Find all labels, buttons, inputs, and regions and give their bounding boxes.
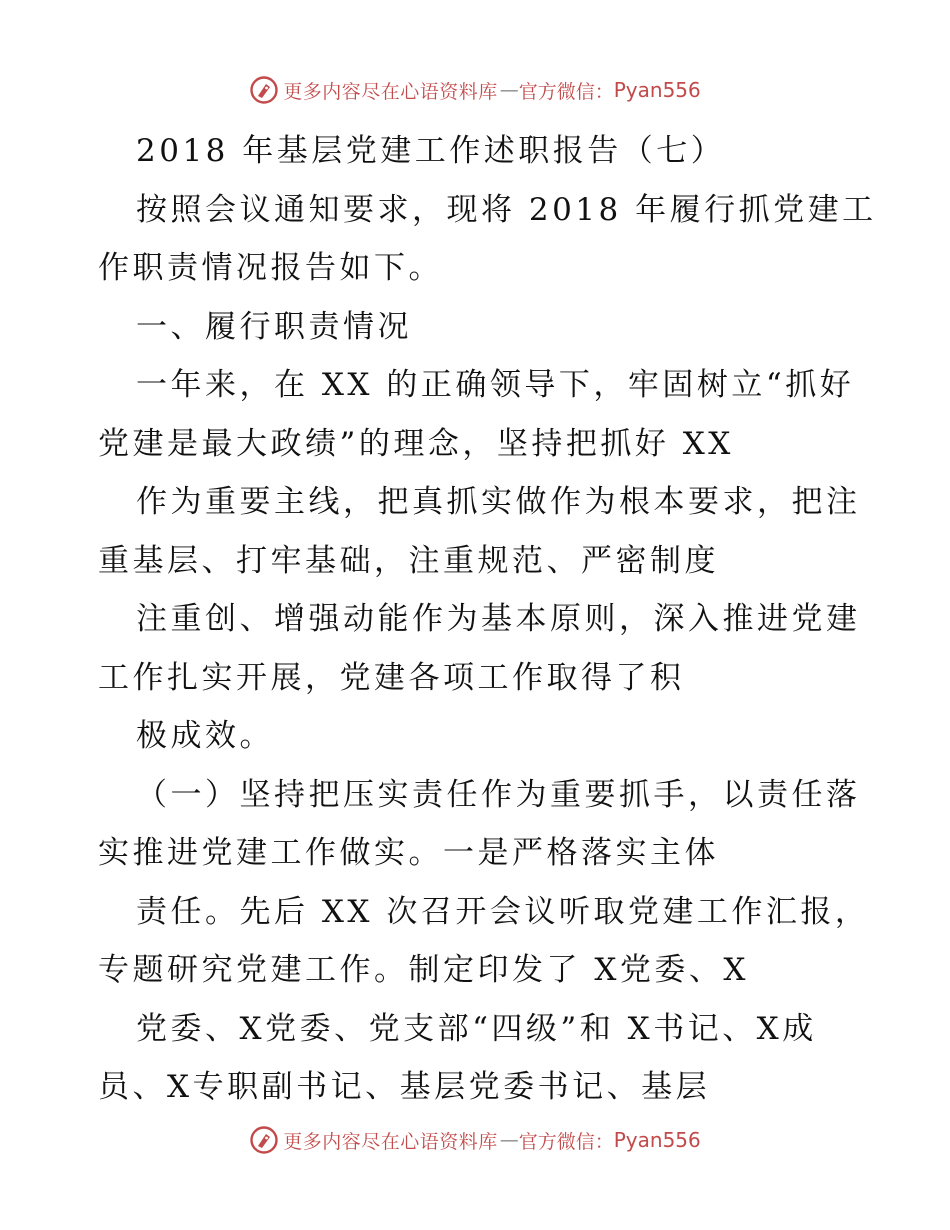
watermark-separator: — xyxy=(499,79,517,101)
paragraph-line: 责任。先后 XX 次召开会议听取党建工作汇报， xyxy=(136,893,870,930)
paragraph-line: 极成效。 xyxy=(136,718,274,754)
paragraph-line: 作职责情况报告如下。 xyxy=(98,250,443,286)
paragraph-line: 员、X专职副书记、基层党委书记、基层 xyxy=(98,1069,711,1105)
paragraph-line: 党委、X党委、党支部“四级”和 X书记、X成 xyxy=(136,1010,817,1047)
pen-nib-circle-icon xyxy=(249,75,279,105)
paragraph-line: 工作扎实开展，党建各项工作取得了积 xyxy=(98,659,685,696)
footer-watermark xyxy=(0,1120,950,1160)
paragraph-line: 实推进党建工作做实。一是严格落实主体 xyxy=(98,835,719,871)
header-watermark xyxy=(0,70,950,110)
paragraph-line: 一年来，在 XX 的正确领导下，牢固树立“抓好 xyxy=(136,367,855,403)
watermark-text: 更多内容尽在心语资料库 xyxy=(283,80,498,103)
pen-nib-circle-icon xyxy=(249,1125,279,1155)
document-body xyxy=(98,122,877,1117)
subsection-heading-line: （一）坚持把压实责任作为重要抓手，以责任落 xyxy=(136,776,861,813)
paragraph-line: 按照会议通知要求，现将 2018 年履行抓党建工 xyxy=(136,191,877,228)
paragraph-line: 党建是最大政绩”的理念，坚持把抓好 XX xyxy=(98,425,734,462)
watermark-wechat-label: 官方微信： xyxy=(518,80,614,103)
watermark-wechat-label: 官方微信： xyxy=(518,1130,614,1153)
document-title: 2018 年基层党建工作述职报告（七） xyxy=(136,133,726,169)
watermark-wechat-id: Pyan556 xyxy=(613,78,701,102)
watermark-text: 更多内容尽在心语资料库 xyxy=(283,1130,498,1153)
paragraph-line: 作为重要主线，把真抓实做作为根本要求，把注 xyxy=(136,484,861,520)
watermark-separator: — xyxy=(499,1129,517,1151)
section-heading: 一、履行职责情况 xyxy=(136,308,412,345)
paragraph-line: 专题研究党建工作。制定印发了 X党委、X xyxy=(98,952,749,988)
paragraph-line: 注重创、增强动能作为基本原则，深入推进党建 xyxy=(136,601,861,637)
watermark-wechat-id: Pyan556 xyxy=(613,1128,701,1152)
paragraph-line: 重基层、打牢基础，注重规范、严密制度 xyxy=(98,542,719,579)
